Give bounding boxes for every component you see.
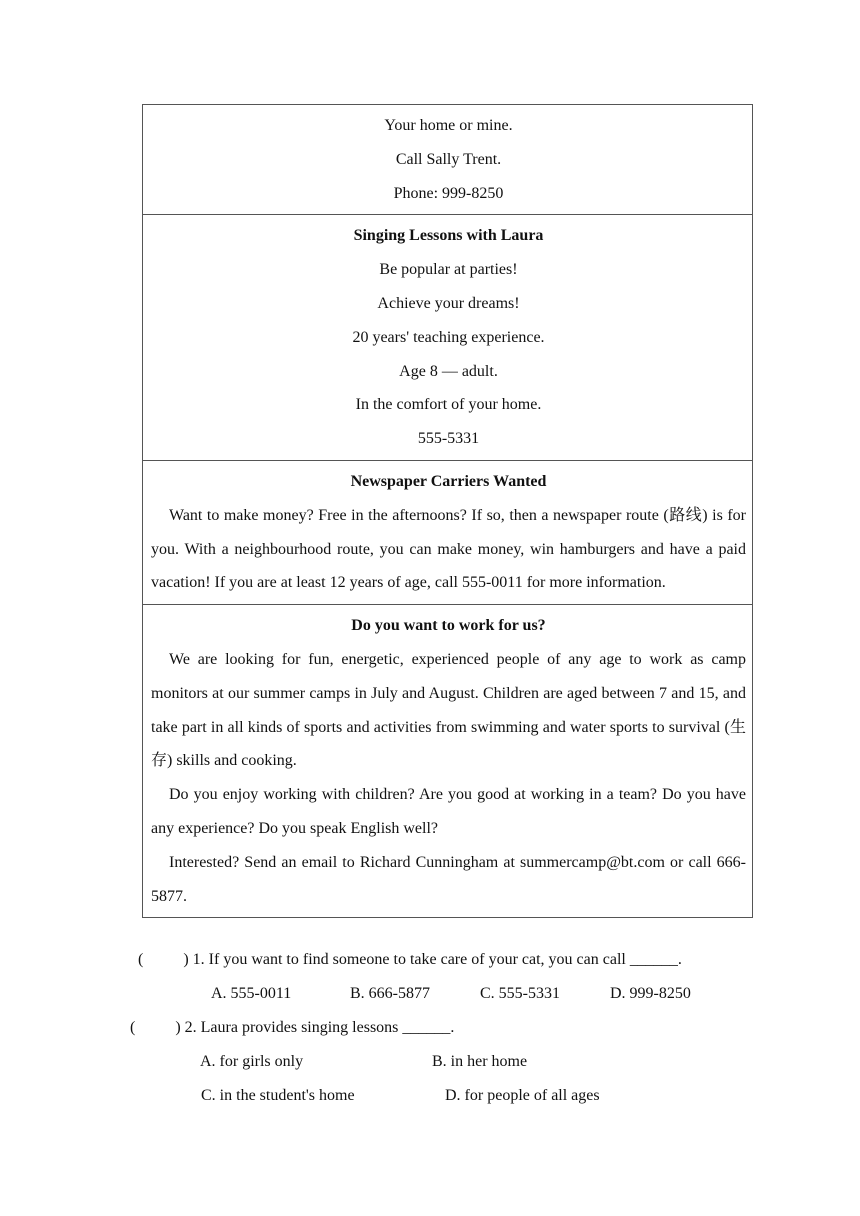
ad-title: Singing Lessons with Laura: [353, 227, 544, 245]
advertisement-table: [142, 104, 753, 918]
ad-title: Newspaper Carriers Wanted: [350, 472, 547, 490]
question-1-option-a[interactable]: A. 555-0011: [211, 985, 292, 1002]
ad-line: Call Sally Trent.: [395, 150, 502, 168]
question-1-option-c[interactable]: C. 555-5331: [480, 985, 560, 1002]
ad-line: In the comfort of your home.: [355, 396, 542, 414]
ad-paragraph: Interested? Send an email to Richard Cunningham at summercamp@bt.com or call 666-5877.: [151, 853, 746, 905]
ad-line: 20 years' teaching experience.: [352, 328, 545, 346]
ad-sally-trent: [143, 105, 752, 214]
ad-line: Achieve your dreams!: [377, 294, 520, 312]
ad-line: 555-5331: [417, 430, 480, 448]
ad-title: Do you want to work for us?: [351, 617, 546, 635]
ad-line: Phone: 999-8250: [393, 184, 504, 202]
ad-paragraph: Want to make money? Free in the afternoons? If so, then a newspaper route (路线) is for you. With a neighbourhood route, you can make money, win hamburgers and have a paid vacation! If you are at least 12 years of age, call 555-0011 for more information.: [151, 506, 746, 592]
question-2-option-a[interactable]: A. for girls only: [200, 1053, 304, 1070]
question-1-option-b[interactable]: B. 666-5877: [350, 985, 430, 1002]
ad-paragraph: Do you enjoy working with children? Are you good at working in a team? Do you have any experience? Do you speak English well?: [151, 786, 746, 837]
question-2-option-b[interactable]: B. in her home: [432, 1053, 528, 1070]
ad-line: Be popular at parties!: [379, 261, 518, 279]
ad-singing-lessons: [143, 214, 752, 460]
question-1-option-d[interactable]: D. 999-8250: [610, 985, 691, 1002]
question-2-stem: ( ) 2. Laura provides singing lessons ______.: [130, 1019, 455, 1036]
question-2-option-d[interactable]: D. for people of all ages: [445, 1087, 600, 1104]
question-2-option-c[interactable]: C. in the student's home: [201, 1087, 355, 1104]
ad-summer-camp: [143, 604, 752, 917]
ad-paragraph: We are looking for fun, energetic, experienced people of any age to work as camp monitors at our summer camps in July and August. Children are aged between 7 and 15, and take part in all kinds of sports and activities from swimming and water sports to survival (生存) skills and cooking.: [151, 650, 746, 770]
ad-newspaper-carriers: [143, 460, 752, 604]
ad-line: Age 8 — adult.: [399, 362, 498, 380]
question-1-stem: ( ) 1. If you want to find someone to take care of your cat, you can call ______.: [138, 951, 682, 968]
ad-line: Your home or mine.: [384, 117, 513, 134]
